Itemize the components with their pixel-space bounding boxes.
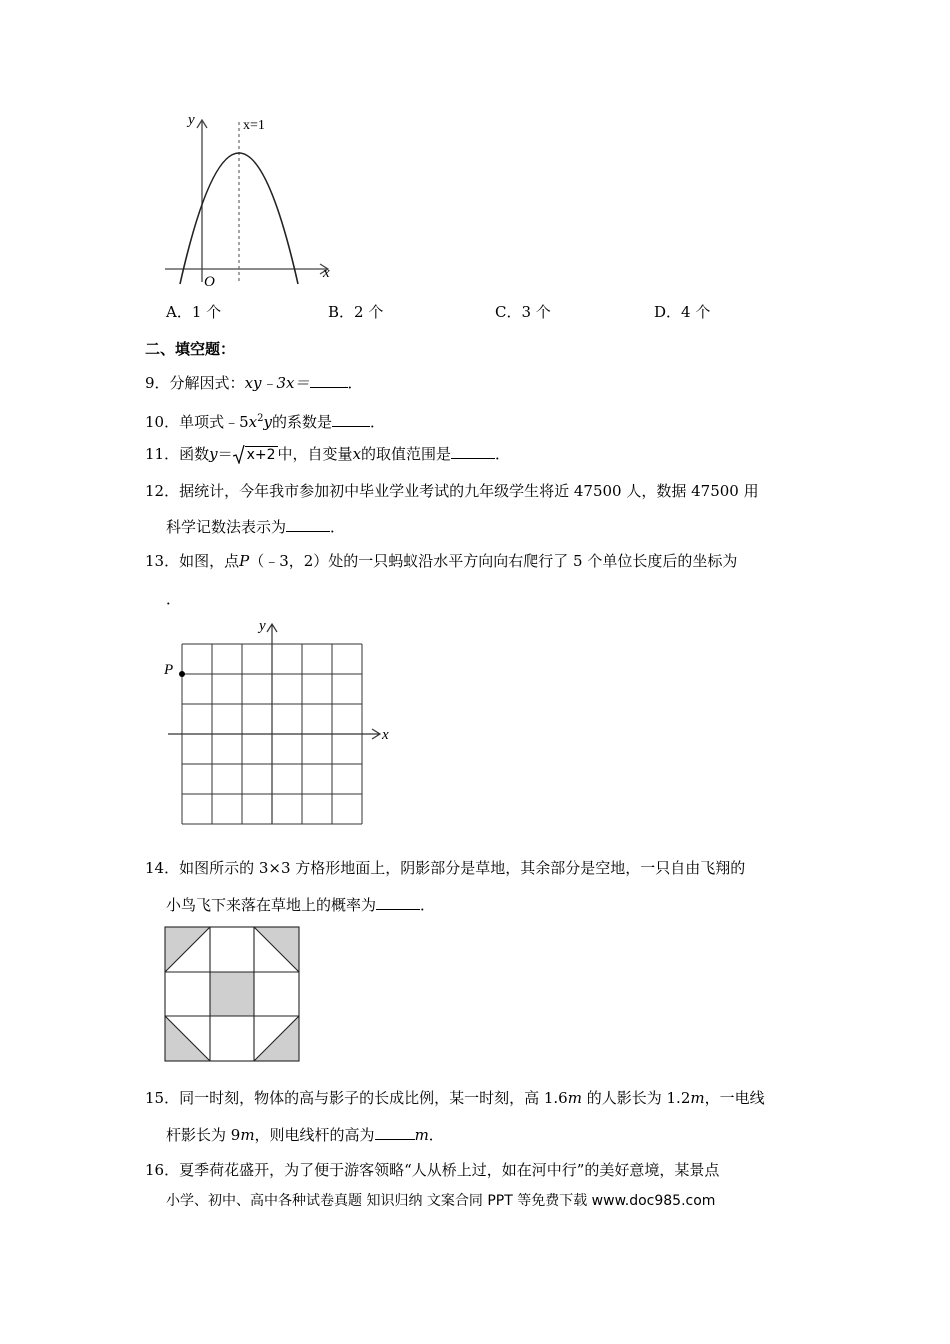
option-b: B．2 个 (328, 303, 384, 321)
answer-blank (286, 517, 330, 532)
section-title: 二、填空题： (145, 340, 236, 358)
shaded-regions (165, 927, 299, 1061)
footer-text: 小学、初中、高中各种试卷真题 知识归纳 文案合同 PPT 等免费下载 www.doc985.com (166, 1193, 716, 1209)
figure1-origin-label: O (204, 274, 215, 290)
answer-blank (451, 444, 495, 459)
question-15-line-1: 15．同一时刻，物体的高与影子的长成比例，某一时刻，高 1.6m 的人影长为 1.2m，一电线 (145, 1089, 765, 1107)
figure1-y-label: y (188, 112, 195, 128)
answer-blank (310, 373, 348, 388)
question-11: 11．函数y＝ x+2 中，自变量x的取值范围是 ． (145, 445, 511, 463)
option-a: A．1 个 (166, 303, 222, 321)
question-14-line-2: 小鸟飞下来落在草地上的概率为 ． (166, 896, 436, 914)
symmetry-line-label: x=1 (243, 118, 265, 133)
question-15-line-2: 杆影长为 9m，则电线杆的高为 m． (166, 1126, 444, 1144)
question-13-line-1: 13．如图，点P（﹣3，2）处的一只蚂蚁沿水平方向向右爬行了 5 个单位长度后的坐标为 (145, 552, 738, 570)
question-13-line-2: ． (166, 590, 182, 608)
question-12-line-1: 12．据统计，今年我市参加初中毕业学业考试的九年级学生将近 47500 人，数据 47500 用 (145, 482, 759, 500)
question-14-line-1: 14．如图所示的 3×3 方格形地面上，阴影部分是草地，其余部分是空地，一只自由飞翔的 (145, 859, 746, 877)
answer-blank (375, 1125, 415, 1140)
figure2-y-label: y (259, 618, 266, 634)
question-16-line-1: 16．夏季荷花盛开，为了便于游客领略“人从桥上过，如在河中行”的美好意境，某景点 (145, 1161, 720, 1179)
question-10: 10．单项式$﹣5x^2y$的系数是 ． (145, 413, 385, 431)
answer-blank (376, 895, 420, 910)
point-p (179, 671, 185, 677)
parabola-figure (160, 112, 340, 292)
grass-grid-figure (164, 926, 300, 1062)
coordinate-grid-figure (158, 612, 398, 832)
option-d: D．4 个 (654, 303, 711, 321)
option-c: C．3 个 (495, 303, 551, 321)
question-12-line-2: 科学记数法表示为 ． (166, 518, 346, 536)
question-9: 9．分解因式：xy﹣3x＝ ． (145, 374, 363, 392)
square-root: x+2 (233, 444, 278, 465)
figure1-x-label: x (323, 265, 330, 281)
figure2-x-label: x (382, 727, 389, 743)
figure2-point-label: P (164, 662, 174, 678)
answer-blank (332, 412, 370, 427)
